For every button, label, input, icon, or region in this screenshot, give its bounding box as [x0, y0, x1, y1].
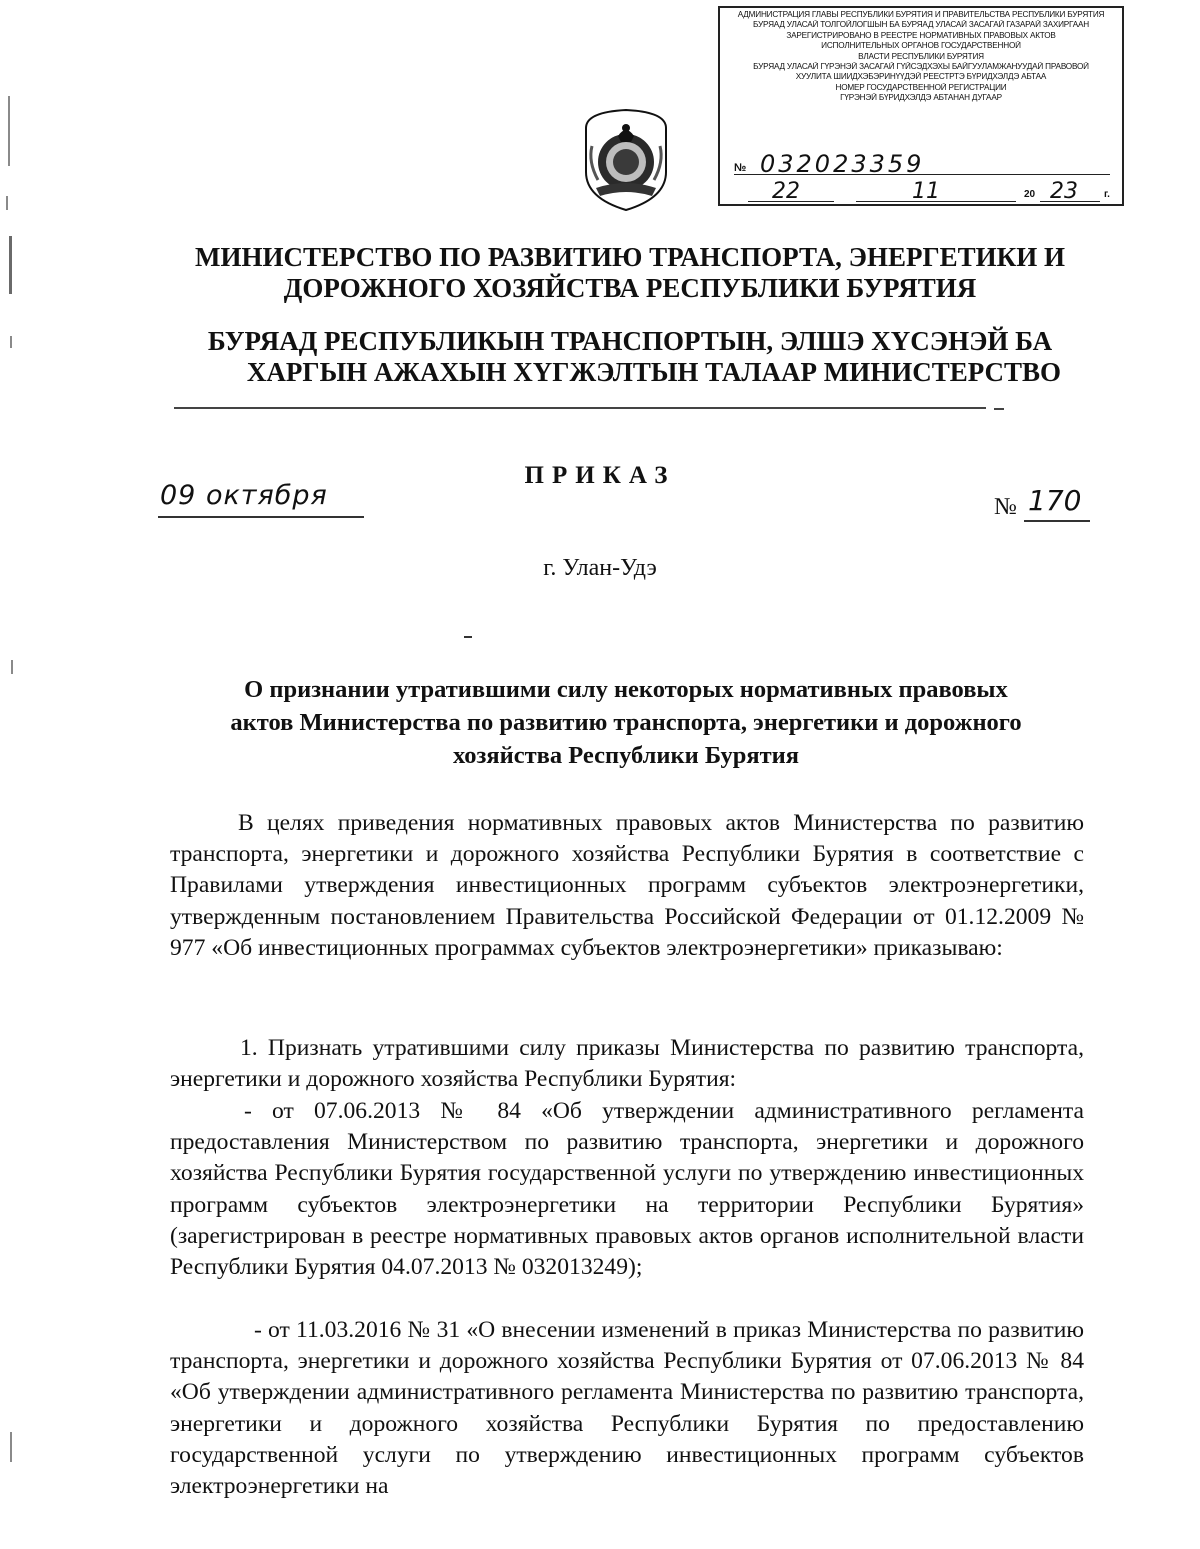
- body-preamble: В целях приведения нормативных правовых актов Министерства по развитию транспорта, энергетики и дорожного хозяйства Республики Бурятия в соответствие с Правилами утверждения инвестиционных программ субъектов электроэнергетики, утвержденным постановлением Правительства Российской Федерации от 01.12.2009 № 977 «Об инвестиционных программах субъектов электроэнергетики» приказываю:: [170, 810, 1084, 961]
- stamp-line: БУРЯАД УЛАСАЙ ТОЛГОЙЛОГШЫН БА БУРЯАД УЛАСАЙ ЗАСАГАЙ ГАЗАРАЙ ЗАХИРГААН: [753, 20, 1089, 30]
- scan-speck: [11, 660, 13, 674]
- ministry-name-bur: [150, 326, 1110, 388]
- registration-stamp: [718, 6, 1124, 206]
- order-subject-line3: хозяйства Республики Бурятия: [452, 742, 799, 769]
- stamp-date-month: 11: [912, 179, 940, 204]
- order-number-handwritten: 170: [1028, 484, 1082, 517]
- order-date-underline: [158, 516, 364, 518]
- stamp-line: ИСПОЛНИТЕЛЬНЫХ ОРГАНОВ ГОСУДАРСТВЕННОЙ: [821, 41, 1021, 51]
- order-date-handwritten: 09 октября: [160, 480, 328, 511]
- header-divider: [174, 407, 986, 409]
- ministry-name-bur-line1: БУРЯАД РЕСПУБЛИКЫН ТРАНСПОРТЫН, ЭЛШЭ ХҮСЭНЭЙ БА: [207, 326, 1053, 356]
- ministry-name-ru-line2: ДОРОЖНОГО ХОЗЯЙСТВА РЕСПУБЛИКИ БУРЯТИЯ: [283, 273, 977, 303]
- stamp-line: ХУУЛИТА ШИИДХЭБЭРИНҮҮДЭЙ РЕЕСТРТЭ БҮРИДХЭЛДЭ АБТАА: [795, 72, 1047, 82]
- body-item-1: 1. Признать утратившими силу приказы Министерства по развитию транспорта, энергетики и дорожного хозяйства Республики Бурятия:: [170, 1035, 1084, 1093]
- coat-of-arms-emblem: [578, 102, 674, 214]
- scan-speck: [10, 336, 12, 348]
- stamp-line: ГҮРЭНЭЙ БҮРИДХЭЛДЭ АБТАHАН ДУГААР: [840, 93, 1002, 103]
- order-title: ПРИКАЗ: [524, 462, 676, 489]
- stamp-line: НОМЕР ГОСУДАРСТВЕННОЙ РЕГИСТРАЦИИ: [835, 82, 1007, 92]
- stamp-line: ВЛАСТИ РЕСПУБЛИКИ БУРЯТИЯ: [858, 51, 984, 61]
- header-divider-tick: [994, 408, 1004, 410]
- stamp-year-tail: г.: [1104, 189, 1110, 200]
- stamp-registration-number: 032023359: [760, 150, 925, 178]
- stamp-line: ЗАРЕГИСТРИРОВАНО В РЕЕСТРЕ НОРМАТИВНЫХ ПРАВОВЫХ АКТОВ: [786, 30, 1056, 40]
- ministry-name-bur-line2: ХАРГЫН АЖАХЫН ХҮГЖЭЛТЫН ТАЛААР МИНИСТЕРСТВО: [246, 357, 1062, 387]
- body-dash-item-2: - от 11.03.2016 № 31 «О внесении изменений в приказ Министерства по развитию транспорта, энергетики и дорожного хозяйства Республики Бурятия от 07.06.2013 № 84 «Об утверждении административного регламента Министерства по развитию транспорта, энергетики и дорожного хозяйства Республики Бурятия по предоставлению государственной услуги по утверждению инвестиционных программ субъектов электроэнергетики на: [170, 1317, 1084, 1500]
- scan-speck: [6, 196, 8, 210]
- separator-dash: [464, 636, 472, 638]
- scan-speck: [9, 236, 12, 294]
- stamp-number-label: №: [734, 162, 747, 174]
- ministry-name-ru-line1: МИНИСТЕРСТВО ПО РАЗВИТИЮ ТРАНСПОРТА, ЭНЕРГЕТИКИ И: [194, 242, 1065, 272]
- stamp-registration-row: [734, 146, 1110, 178]
- stamp-date-row: [734, 178, 1110, 204]
- stamp-line: АДМИНИСТРАЦИЯ ГЛАВЫ РЕСПУБЛИКИ БУРЯТИЯ И ПРАВИТЕЛЬСТВА РЕСПУБЛИКИ БУРЯТИЯ: [737, 10, 1105, 19]
- stamp-date-day: 22: [772, 179, 800, 204]
- order-number-label: №: [994, 494, 1017, 520]
- ministry-name-ru: [150, 242, 1110, 304]
- stamp-line: БУРЯАД УЛАСАЙ ГҮРЭНЭЙ ЗАСАГАЙ ГҮЙСЭДХЭХЫ БАЙГУУЛАМЖАНУУДАЙ ПРАВОВОЙ: [753, 62, 1089, 72]
- order-number-underline: [1024, 520, 1090, 522]
- scan-speck: [8, 96, 10, 166]
- order-subject: [168, 673, 1084, 772]
- scan-speck: [10, 1432, 12, 1462]
- order-city: г. Улан-Удэ: [543, 555, 657, 581]
- order-subject-line1: О признании утратившими силу некоторых нормативных правовых: [244, 676, 1008, 703]
- order-subject-line2: актов Министерства по развитию транспорта, энергетики и дорожного: [230, 709, 1022, 736]
- body-dash-item-1: - от 07.06.2013 № 84 «Об утверждении административного регламента предоставления Министерством по развитию транспорта, энергетики и дорожного хозяйства Республики Бурятия государственной услуги по утверждению инвестиционных программ субъектов электроэнергетики на территории Республики Бурятия» (зарегистрирован в реестре нормативных правовых актов органов исполнительной власти Республики Бурятия 04.07.2013 № 032013249);: [170, 1098, 1084, 1281]
- stamp-year-suffix: 23: [1050, 179, 1078, 204]
- stamp-year-prefix: 20: [1024, 189, 1036, 200]
